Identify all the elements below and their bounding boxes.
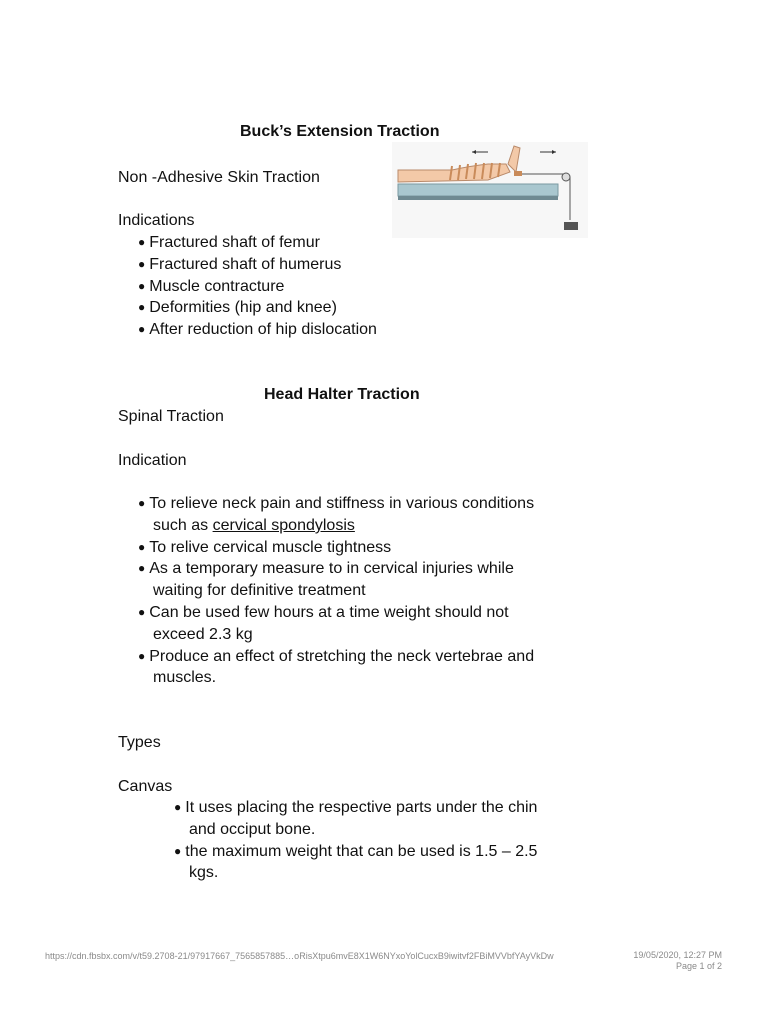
list-item: ● Can be used few hours at a time weight should not: [138, 602, 509, 624]
list-item: ● It uses placing the respective parts under the chin: [174, 797, 537, 819]
section-subtitle-skin-traction: Non -Adhesive Skin Traction: [118, 169, 320, 186]
indications-heading: Indications: [118, 212, 195, 229]
bucks-traction-illustration: [392, 142, 588, 238]
footer-url[interactable]: https://cdn.fbsbx.com/v/t59.2708-21/97917667_7565857885…oRisXtpu6mvE8X1W6NYxoYolCucxB9iwitvf2FBiMVVbfYAyVkDw: [45, 951, 554, 961]
canvas-heading: Canvas: [118, 778, 173, 795]
list-item-continuation: exceed 2.3 kg: [153, 626, 253, 643]
footer-datetime: 19/05/2020, 12:27 PM: [633, 950, 722, 960]
footer-page-number: Page 1 of 2: [675, 961, 722, 971]
list-item: ● As a temporary measure to in cervical injuries while: [138, 558, 514, 580]
list-item: ● Muscle contracture: [138, 276, 284, 298]
indication-heading: Indication: [118, 452, 187, 469]
list-item-continuation: kgs.: [189, 864, 219, 881]
list-item-continuation: muscles.: [153, 669, 217, 686]
list-item-continuation: and occiput bone.: [189, 821, 316, 838]
text-fragment: such as: [153, 517, 213, 534]
list-item: ● Fractured shaft of femur: [138, 232, 320, 254]
list-item: ● Fractured shaft of humerus: [138, 254, 341, 276]
list-item-continuation: [153, 515, 355, 537]
traction-figure-icon: [392, 142, 588, 238]
list-item: ● the maximum weight that can be used is 1.5 – 2.5: [174, 841, 537, 863]
section-title-bucks: Buck’s Extension Traction: [240, 123, 440, 140]
list-item: ● To relive cervical muscle tightness: [138, 537, 391, 559]
footer-meta: [633, 950, 722, 972]
section-subtitle-spinal: Spinal Traction: [118, 408, 224, 425]
cervical-spondylosis-link[interactable]: cervical spondylosis: [212, 517, 355, 534]
list-item: ● After reduction of hip dislocation: [138, 319, 377, 341]
list-item-continuation: waiting for definitive treatment: [153, 582, 366, 599]
section-title-head-halter: Head Halter Traction: [264, 386, 420, 403]
list-item: ● Produce an effect of stretching the neck vertebrae and: [138, 646, 534, 668]
list-item: ● To relieve neck pain and stiffness in various conditions: [138, 493, 534, 515]
list-item: ● Deformities (hip and knee): [138, 297, 337, 319]
types-heading: Types: [118, 734, 161, 751]
